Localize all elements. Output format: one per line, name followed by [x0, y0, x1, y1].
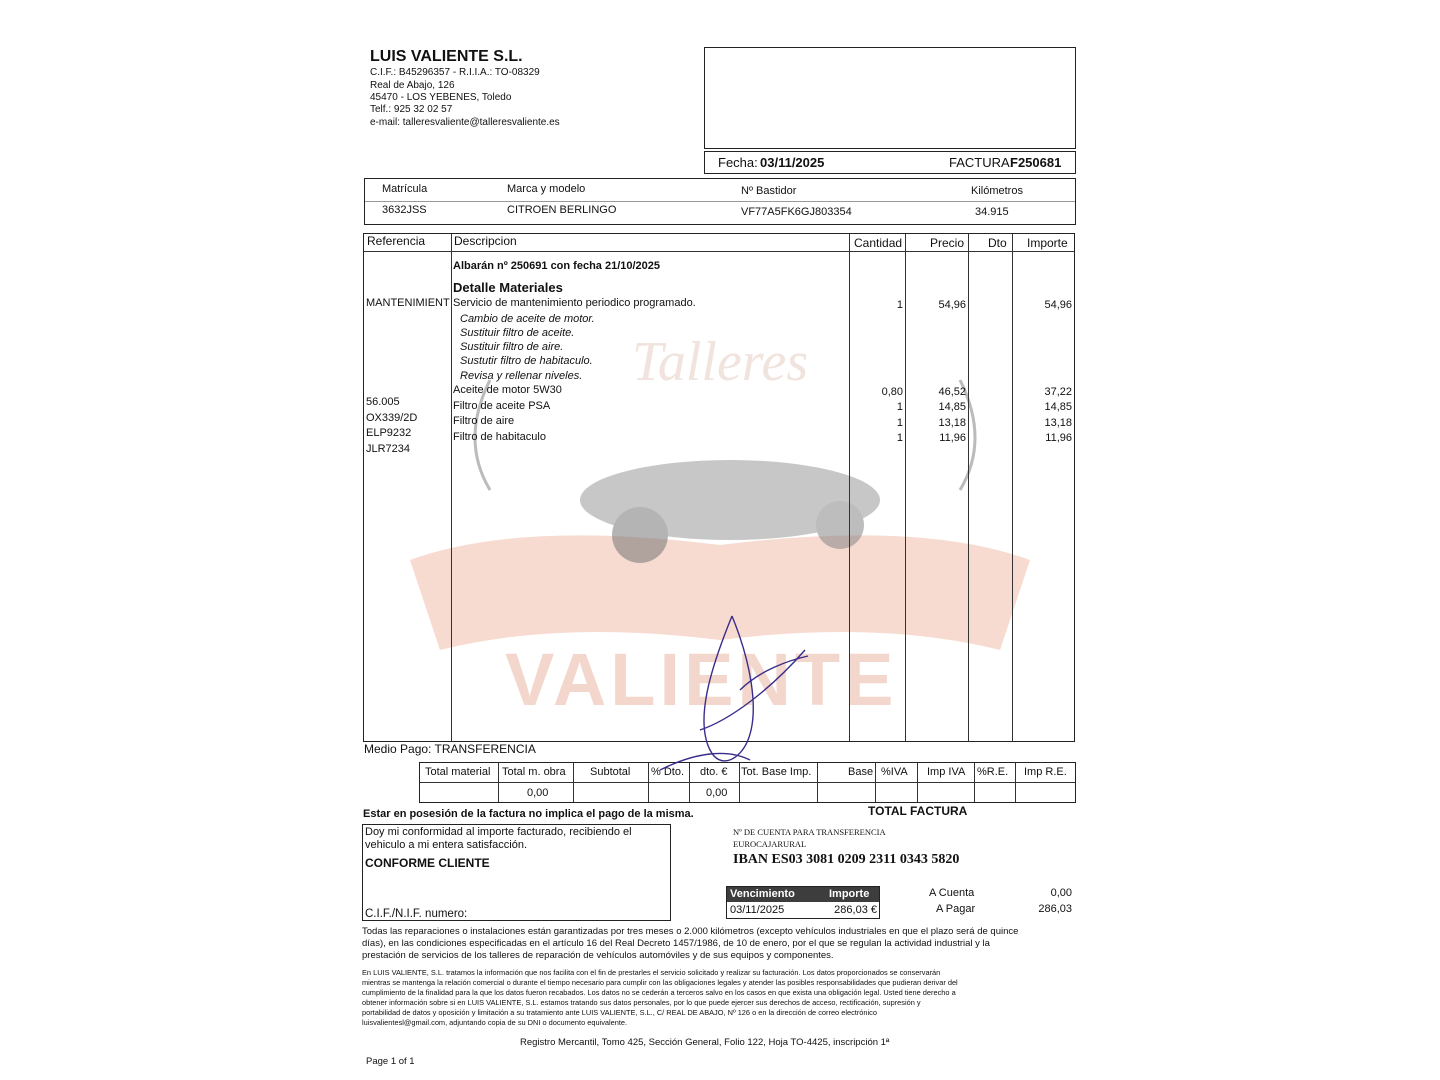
a-cuenta-label: A Cuenta [929, 887, 975, 899]
signature [640, 610, 820, 780]
service-note: Sustituir filtro de aceite. [460, 327, 575, 339]
item-desc: Filtro de aire [453, 415, 515, 427]
due-header-amount: Importe [829, 888, 870, 900]
service-qty: 1 [896, 299, 903, 311]
a-pagar-label: A Pagar [936, 903, 976, 915]
payment-method: Medio Pago: TRANSFERENCIA [364, 742, 536, 756]
totals-header: Tot. Base Imp. [741, 766, 812, 778]
service-ref: MANTENIMIENT [366, 297, 450, 309]
invoice-date: 03/11/2025 [760, 155, 825, 170]
due-date: 03/11/2025 [730, 904, 785, 916]
totals-header: Imp IVA [927, 766, 966, 778]
privacy-line: mientras se mantenga la relación comercial o durante el tiempo necesario para cumplir con las obligaciones legales y atender las posibles responsabilidades que pudieran derivar del [362, 978, 958, 987]
a-pagar-value: 286,03 [1038, 903, 1072, 915]
warranty-line: días), en las condiciones especificadas en el artículo 16 del Real Decreto 1457/1986, de 10 de enero, por el que se regulan la actividad industrial y la [362, 938, 990, 949]
vehicle-plate: 3632JSS [382, 204, 427, 216]
due-amount: 286,03 € [834, 904, 877, 916]
payment-notice: Estar en posesión de la factura no implica el pago de la misma. [363, 808, 694, 820]
service-price: 54,96 [938, 299, 966, 311]
vehicle-header-vin: Nº Bastidor [741, 185, 797, 197]
vehicle-header-km: Kilómetros [971, 185, 1023, 197]
privacy-line: cumplimiento de la finalidad para la que los datos fueron recabados. Los datos no se cederán a terceros salvo en los casos en que exista una obligación legal. Usted tiene derecho a [362, 988, 956, 997]
totals-header: Base [848, 766, 874, 778]
iban: IBAN ES03 3081 0209 2311 0343 5820 [733, 852, 960, 867]
totals-header: % Dto. [651, 766, 685, 778]
service-note: Sustituir filtro de aire. [460, 341, 564, 353]
conformity-line: vehiculo a mi entera satisfacción. [365, 839, 528, 851]
item-price: 13,18 [938, 417, 966, 429]
section-title: Detalle Materiales [453, 280, 563, 295]
vehicle-model: CITROEN BERLINGO [507, 204, 617, 216]
col-header-dto: Dto [988, 236, 1007, 250]
item-ref: OX339/2D [366, 412, 418, 424]
a-cuenta-value: 0,00 [1050, 887, 1072, 899]
vehicle-km: 34.915 [975, 206, 1009, 218]
item-qty: 0,80 [881, 386, 903, 398]
invoice-number-label: FACTURA: [949, 155, 1014, 170]
privacy-line: En LUIS VALIENTE, S.L. tratamos la información que nos facilita con el fin de prestarles el servicio solicitado y realizar su facturación. Los datos proporcionados se conservarán [362, 968, 941, 977]
item-qty: 1 [896, 401, 903, 413]
totals-header: Imp R.E. [1024, 766, 1067, 778]
client-address-box [704, 47, 1076, 149]
conformity-title: CONFORME CLIENTE [365, 856, 490, 870]
col-header-total: Importe [1027, 236, 1068, 250]
item-total: 13,18 [1044, 417, 1072, 429]
watermark-text: VALIENTE [505, 638, 898, 721]
item-desc: Aceite de motor 5W30 [453, 384, 562, 396]
total-discount: 0,00 [706, 787, 728, 799]
page-number: Page 1 of 1 [366, 1056, 415, 1067]
service-desc: Servicio de mantenimiento periodico programado. [453, 297, 696, 309]
item-desc: Filtro de aceite PSA [453, 400, 551, 412]
company-phone: Telf.: 925 32 02 57 [370, 104, 453, 115]
privacy-line: portabilidad de datos y oposición y limitación a su tratamiento ante LUIS VALIENTE, S.L., C/ REAL DE ABAJO, Nº 126 o en la dirección de correo electrónico [362, 1008, 877, 1017]
item-ref: JLR7234 [366, 443, 411, 455]
total-factura-label: TOTAL FACTURA [868, 804, 968, 818]
due-header-date: Vencimiento [730, 888, 795, 900]
bank-label: Nº DE CUENTA PARA TRANSFERENCIA [733, 827, 886, 837]
totals-header: %R.E. [977, 766, 1009, 778]
company-name: LUIS VALIENTE S.L. [370, 48, 523, 65]
service-note: Revisa y rellenar niveles. [460, 370, 583, 382]
item-price: 14,85 [938, 401, 966, 413]
total-labor: 0,00 [527, 787, 549, 799]
totals-header: Total m. obra [502, 766, 566, 778]
col-header-desc: Descripcion [454, 234, 517, 248]
totals-header: Subtotal [590, 766, 631, 778]
company-address-2: 45470 - LOS YEBENES, Toledo [370, 92, 512, 103]
item-total: 37,22 [1044, 386, 1072, 398]
warranty-line: Todas las reparaciones o instalaciones están garantizadas por tres meses o 2.000 kilómetros (excepto vehículos industriales en que el plazo será de quince [362, 926, 1019, 937]
col-header-price: Precio [930, 236, 965, 250]
item-price: 46,52 [938, 386, 966, 398]
conformity-line: Doy mi conformidad al importe facturado, recibiendo el [365, 826, 632, 838]
item-price: 11,96 [939, 432, 966, 444]
vehicle-vin: VF77A5FK6GJ803354 [741, 206, 852, 218]
svg-text:Talleres: Talleres [631, 331, 809, 393]
vehicle-header-model: Marca y modelo [507, 183, 586, 195]
totals-header: %IVA [881, 766, 908, 778]
vehicle-header-plate: Matrícula [382, 183, 428, 195]
item-total: 11,96 [1045, 432, 1072, 444]
bank-name: EUROCAJARURAL [733, 839, 807, 849]
col-header-ref: Referencia [367, 234, 426, 248]
registry: Registro Mercantil, Tomo 425, Sección General, Folio 122, Hoja TO-4425, inscripción 1ª [520, 1037, 890, 1048]
service-note: Sustutir filtro de habitaculo. [460, 355, 593, 367]
item-ref: ELP9232 [366, 427, 412, 439]
privacy-line: luisvalientesl@gmail.com, adjuntando copia de su DNI o documento equivalente. [362, 1018, 628, 1027]
company-cif: C.I.F.: B45296357 - R.I.I.A.: TO-08329 [370, 67, 540, 78]
totals-header: Total material [425, 766, 491, 778]
item-qty: 1 [896, 432, 903, 444]
privacy-line: obtener información sobre si en LUIS VALIENTE, S.L. estamos tratando sus datos personales, por lo que puede ejercer sus derechos de acceso, rectificación, supresión y [362, 998, 921, 1007]
company-email: e-mail: talleresvaliente@talleresvaliente.es [370, 117, 560, 128]
service-note: Cambio de aceite de motor. [460, 313, 595, 325]
warranty-line: prestación de servicios de los talleres de reparación de vehículos automóviles y de sus equipos y componentes. [362, 950, 834, 961]
company-address-1: Real de Abajo, 126 [370, 80, 455, 91]
item-qty: 1 [896, 417, 903, 429]
item-desc: Filtro de habitaculo [453, 431, 546, 443]
albaran-line: Albarán nº 250691 con fecha 21/10/2025 [453, 260, 661, 272]
col-header-qty: Cantidad [854, 236, 903, 250]
item-ref: 56.005 [366, 396, 400, 408]
invoice-number: F250681 [1010, 155, 1062, 170]
totals-header: dto. € [700, 766, 728, 778]
service-total: 54,96 [1044, 299, 1072, 311]
date-label: Fecha: [718, 155, 758, 170]
item-total: 14,85 [1044, 401, 1072, 413]
nif-label: C.I.F./N.I.F. numero: [365, 908, 468, 920]
